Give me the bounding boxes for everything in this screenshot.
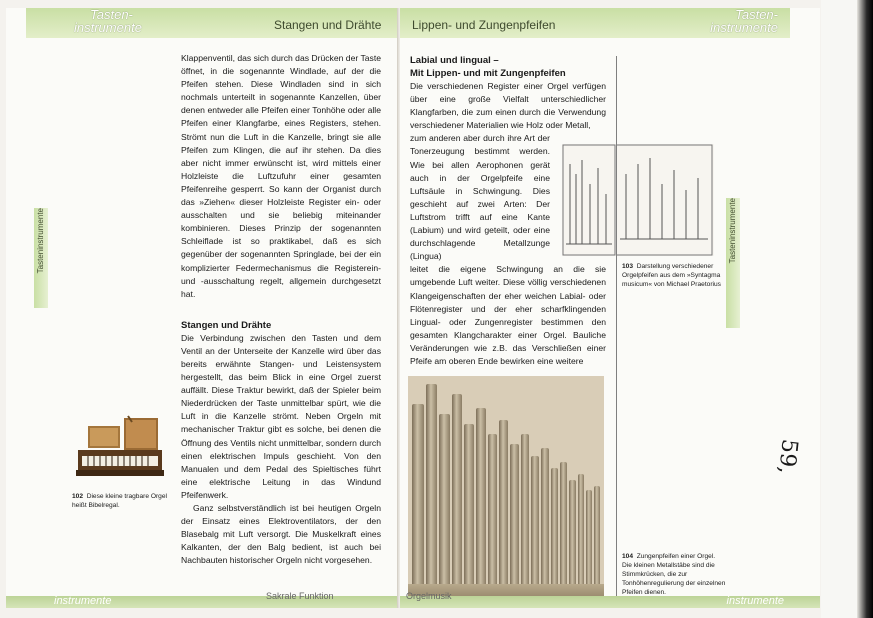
body-paragraph: Die Verbindung zwischen den Tasten und dem Ventil an der Unterseite der Kanzelle wird über das bereits erwähnte Stangen- und Leistensystem hergestellt, das beim Blick in eine Orgel zuerst auffällt. Diese Traktur bewirkt, daß der Spieler beim Niederdrücken der Taste unmittelbar spürt, wie die Luft in die Kanzelle strömt. Neben Orgeln mit mechanischer Traktur gibt es solche, bei denen die Öffnung des Ventils nicht unmittelbar, sondern durch einen elektrischen Impuls geschieht. Von den Manualen und dem Pedal des Spieltisches führt eine elektrische Leitung in das Windund Pfeifenwerk. [181,332,381,500]
handwritten-note: 59, [773,437,802,476]
body-paragraph-narrow: zum anderen aber durch ihre Art der Tonerzeugung bestimmt werden. Wie bei allen Aerophonen gerät auch in der Orgelpfeife eine Luftsäule in Schwingung. Dies geschieht auf zwei Arten: Der Luftstrom trifft auf eine Kante (Labium) und wird geteilt, oder eine durchschlagende Metallzunge (Lingua) [410,133,550,262]
column-rule [616,56,617,606]
left-page [6,8,398,608]
right-footer-bar: Orgelmusik instrumente [400,596,820,608]
left-text-column [181,52,381,567]
caption-103: 103 Darstellung verschiedener Orgelpfeifen aus dem »Syntagma musicum« von Michael Praetorius [622,263,721,288]
scanner-edge [857,0,873,618]
praetorius-drawing-extension [616,144,714,256]
left-header-tab: Tasten- instrumente [74,8,142,35]
bibelregal-photo [72,412,168,486]
left-side-tab: Tasteninstrumente [34,208,48,308]
body-paragraph: Ganz selbstverständlich ist bei heutigen Orgeln der Einsatz eines Elektroventilators, der den Blasebalg mit Luft versorgt. Die Muskelkraft eines Kalkanten, der den Balg bedient, ist auch bei Nachbauten historischer Orgeln nicht vorgesehen. [181,503,381,566]
praetorius-drawing [562,144,616,256]
body-paragraph: Die verschiedenen Register einer Orgel verfügen über eine große Vielfalt unterschiedlicher Klangfarben, die zum einen durch die Verwendung verschiedener Materialien wie Holz oder Metall, [410,81,606,131]
left-footer-bar: instrumente Sakrale Funktion [6,596,398,608]
body-paragraph: leitet die eigene Schwingung an die sie umgebende Luft weiter. Diese völlig verschiedenen Klangeigenschaften der eher weichen Labial- oder Flötenregister und der eher scharfklingenden Lingual- oder Zungenregister bestimmen den gesamten Klangcharakter einer Orgel. Bauliche Veränderungen wie z.B. das Verschließen einer Pfeife am oberen Ende bewirken eine weitere [410,264,606,366]
scanner-margin [821,0,857,618]
left-header-bar [26,8,398,38]
right-page [400,8,820,608]
section-heading-line2: Mit Lippen- und mit Zungenpfeifen [410,68,566,79]
reed-pipes-photo [408,376,604,602]
section-heading-line1: Labial und lingual – [410,55,499,66]
right-side-tab: Tasteninstrumente [726,198,740,328]
caption-104: 104 Zungenpfeifen einer Orgel. Die kleinen Metallstäbe sind die Stimmkrücken, die zur Tonhöhenregulierung der einzelnen Pfeifen dienen. [622,553,726,596]
left-header-section: Stangen und Drähte [274,18,382,32]
body-paragraph: Klappenventil, das sich durch das Drücken der Taste öffnet, in die sogenannte Windlade, auf der die Pfeifen stehen. Diese Windladen sind in sich nochmals unterteilt in sogenannte Kanzellen, über denen entweder alle Pfeifen einer Tonhöhe oder alle Pfeifen einer Klangfarbe, eines Registers, stehen. Strömt nun die Luft in die Kanzelle, bringt sie alle Pfeifen zum Klingen, die auf ihr stehen. Da dies aber nicht immer erwünscht ist, wird mittels einer Holzleiste die Luftzufuhr einer gesamten Pfeifenreihe gesperrt. So kann der Organist durch das »Ziehen« dieser Holzleiste Register ein- oder ausschalten und sie beliebig miteinander kombinieren. Dieses Prinzip der sogenannten Schleiflade ist so praktikabel, daß es sich gegenüber der sogenannten Springlade, bei der ein komplizierter Federmechanismus die Registerein- und -ausschaltung regelt, allgemein durchgesetzt hat. [181,53,381,299]
right-header-tab: Tasten- instrumente [710,8,778,35]
right-header-bar [400,8,790,38]
right-header-section: Lippen- und Zungenpfeifen [412,18,556,32]
section-heading: Stangen und Drähte [181,319,272,331]
caption-102: 102 Diese kleine tragbare Orgel heißt Bibelregal. [72,493,167,509]
